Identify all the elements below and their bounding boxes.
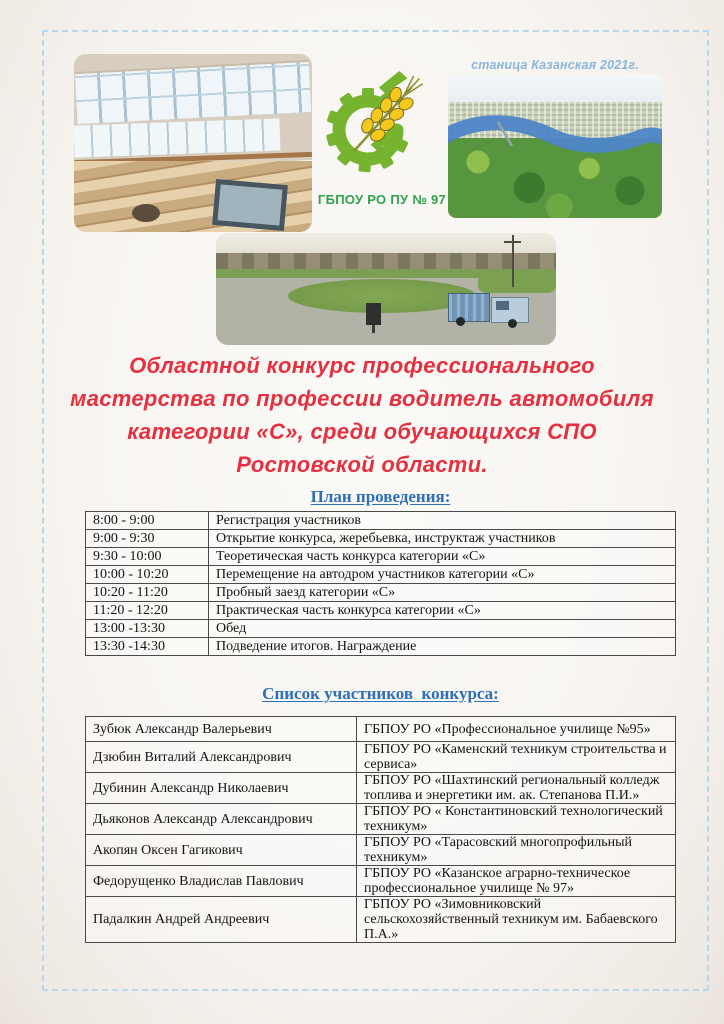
- time-cell: 9:00 - 9:30: [86, 530, 209, 548]
- participant-row: [86, 835, 676, 866]
- name-cell: Федорущенко Владислав Павлович: [86, 866, 357, 897]
- schedule-row: [86, 530, 676, 548]
- schedule-row: [86, 584, 676, 602]
- institution-cell: ГБПОУ РО «Зимовниковский сельскохозяйственный техникум им. Бабаевского П.А.»: [357, 897, 676, 943]
- trailer-wheel: [508, 319, 517, 328]
- utility-pole-crossbar: [504, 241, 521, 243]
- event-cell: Регистрация участников: [209, 512, 676, 530]
- institution-cell: ГБПОУ РО «Шахтинский региональный колледж топлива и энергетики им. ак. Степанова П.И.»: [357, 773, 676, 804]
- time-cell: 8:00 - 9:00: [86, 512, 209, 530]
- institution-cell: ГБПОУ РО «Профессиональное училище №95»: [357, 717, 676, 742]
- participant-row: [86, 742, 676, 773]
- title-line: категории «С», среди обучающихся СПО: [127, 419, 597, 444]
- event-cell: Открытие конкурса, жеребьевка, инструктаж участников: [209, 530, 676, 548]
- logo-caption: ГБПОУ РО ПУ № 97: [317, 192, 447, 207]
- range-sign-leg: [372, 325, 375, 333]
- range-sign: [366, 303, 381, 325]
- time-cell: 13:00 -13:30: [86, 620, 209, 638]
- title-line: Областной конкурс профессионального: [129, 353, 595, 378]
- time-cell: 9:30 - 10:00: [86, 548, 209, 566]
- schedule-row: [86, 602, 676, 620]
- name-cell: Зубюк Александр Валерьевич: [86, 717, 357, 742]
- event-cell: Пробный заезд категории «С»: [209, 584, 676, 602]
- title-line: Ростовской области.: [236, 452, 488, 477]
- time-cell: 10:00 - 10:20: [86, 566, 209, 584]
- name-cell: Падалкин Андрей Андреевич: [86, 897, 357, 943]
- institution-cell: ГБПОУ РО «Каменский техникум строительства и сервиса»: [357, 742, 676, 773]
- trailer-wheel: [456, 317, 465, 326]
- aerial-photo: [448, 74, 662, 218]
- schedule-row: [86, 512, 676, 530]
- classroom-photo: [74, 54, 312, 232]
- title-line: мастерства по профессии водитель автомобиля: [70, 386, 654, 411]
- institution-cell: ГБПОУ РО «Тарасовский многопрофильный техникум»: [357, 835, 676, 866]
- school-logo: [318, 58, 446, 196]
- participant-row: [86, 897, 676, 943]
- institution-cell: ГБПОУ РО « Константиновский технологический техникум»: [357, 804, 676, 835]
- name-cell: Акопян Оксен Гагикович: [86, 835, 357, 866]
- schedule-row: [86, 548, 676, 566]
- autodrome-photo: [216, 233, 556, 345]
- river-shape: [448, 74, 662, 218]
- participant-row: [86, 773, 676, 804]
- trailer-window: [496, 301, 509, 310]
- event-cell: Теоретическая часть конкурса категории «С»: [209, 548, 676, 566]
- event-cell: Подведение итогов. Награждение: [209, 638, 676, 656]
- aerial-caption: станица Казанская 2021г.: [471, 58, 639, 72]
- school-logo-art: [318, 58, 446, 196]
- autodrome-grass: [478, 273, 556, 293]
- participant-row: [86, 866, 676, 897]
- time-cell: 11:20 - 12:20: [86, 602, 209, 620]
- name-cell: Дьяконов Александр Александрович: [86, 804, 357, 835]
- name-cell: Дзюбин Виталий Александрович: [86, 742, 357, 773]
- time-cell: 10:20 - 11:20: [86, 584, 209, 602]
- institution-cell: ГБПОУ РО «Казанское аграрно-техническое профессиональное училище № 97»: [357, 866, 676, 897]
- schedule-heading: План проведения:: [310, 487, 451, 506]
- event-cell: Перемещение на автодром участников категории «С»: [209, 566, 676, 584]
- schedule-row: [86, 566, 676, 584]
- schedule-row: [86, 620, 676, 638]
- name-cell: Дубинин Александр Николаевич: [86, 773, 357, 804]
- participants-table: [85, 716, 676, 943]
- classroom-screen: [212, 179, 288, 231]
- participants-heading: Список участников конкурса:: [262, 684, 499, 703]
- participant-row: [86, 717, 676, 742]
- classroom-equipment: [132, 204, 160, 222]
- event-cell: Практическая часть конкурса категории «С»: [209, 602, 676, 620]
- schedule-row: [86, 638, 676, 656]
- schedule-table: [85, 511, 676, 656]
- event-cell: Обед: [209, 620, 676, 638]
- participant-row: [86, 804, 676, 835]
- competition-title: [46, 349, 678, 481]
- time-cell: 13:30 -14:30: [86, 638, 209, 656]
- trailer-box: [448, 293, 490, 322]
